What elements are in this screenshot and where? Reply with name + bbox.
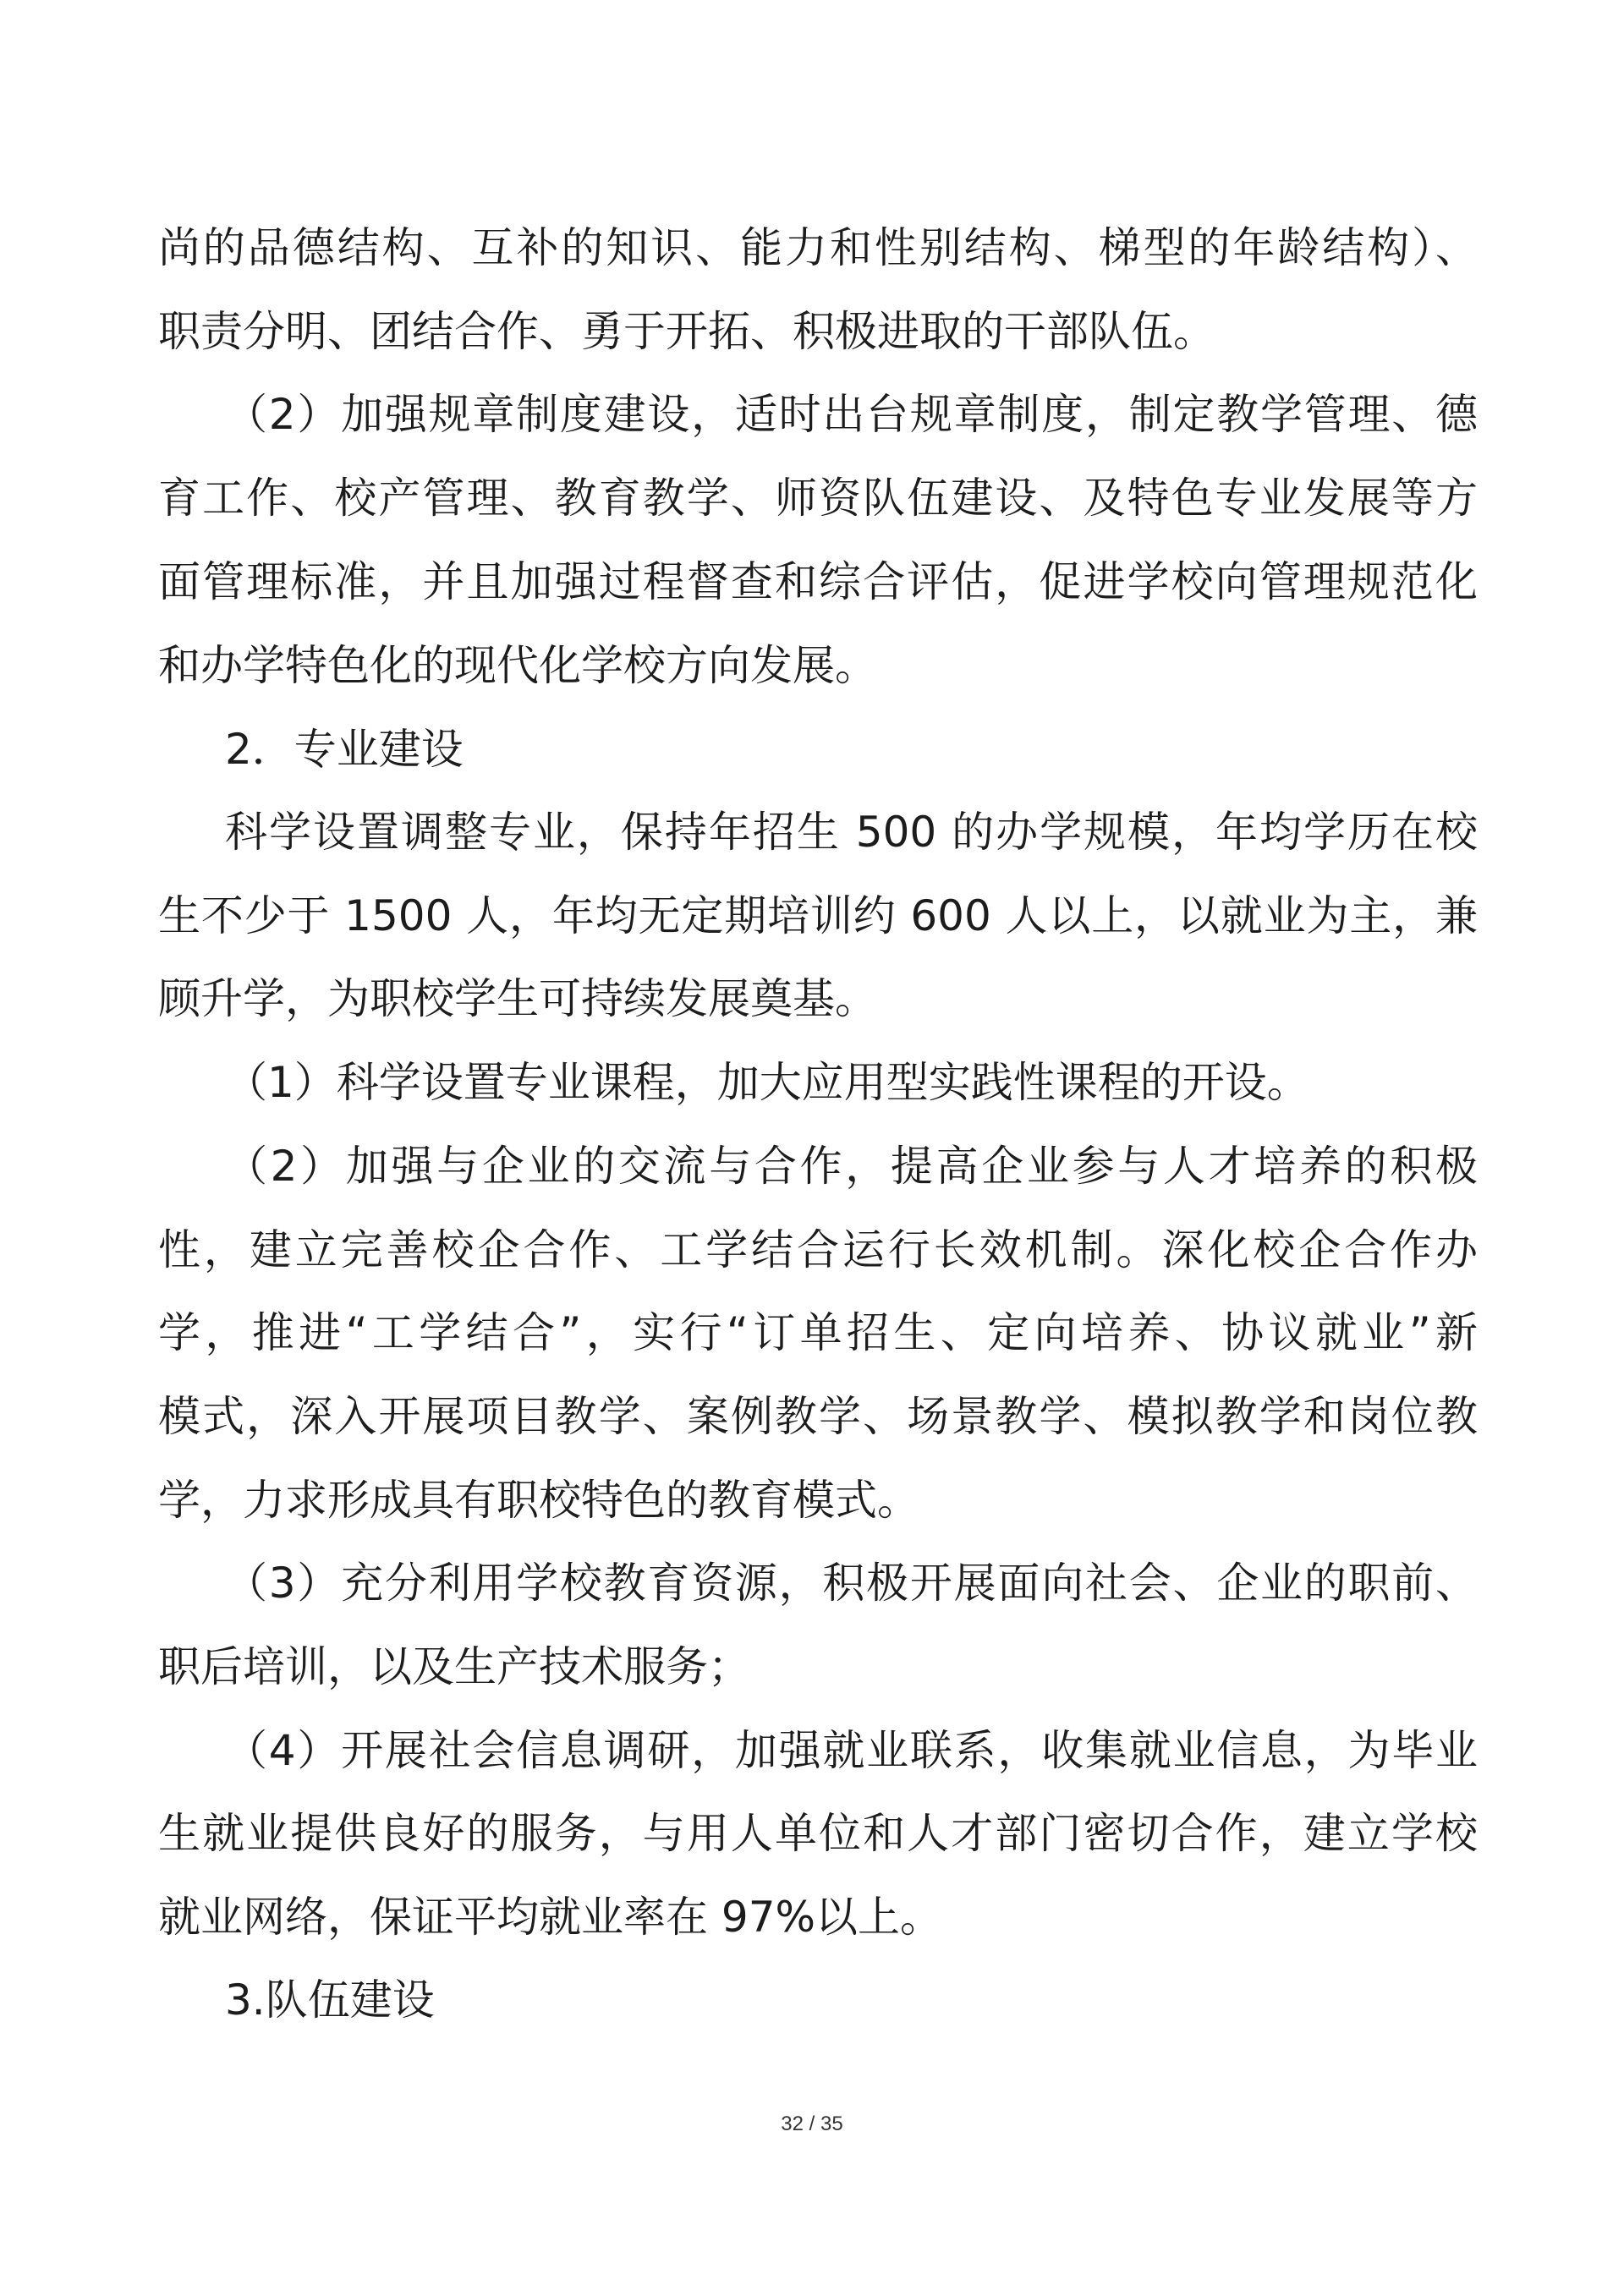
text-line: 生就业提供良好的服务，与用人单位和人才部门密切合作，建立学校 bbox=[158, 1809, 1478, 1858]
section-heading: 3.队伍建设 bbox=[225, 1975, 435, 2025]
text-line: 和办学特色化的现代化学校方向发展。 bbox=[158, 641, 877, 690]
text-line: （2）加强规章制度建设，适时出台规章制度，制定教学管理、德 bbox=[225, 390, 1478, 439]
text-line: 育工作、校产管理、教育教学、师资队伍建设、及特色专业发展等方 bbox=[158, 474, 1478, 523]
text-line: （1）科学设置专业课程，加大应用型实践性课程的开设。 bbox=[225, 1058, 1309, 1107]
text-line: （2）加强与企业的交流与合作，提高企业参与人才培养的积极 bbox=[225, 1142, 1478, 1191]
text-line: 面管理标准，并且加强过程督查和综合评估，促进学校向管理规范化 bbox=[158, 557, 1478, 606]
text-line: 科学设置调整专业，保持年招生 500 的办学规模，年均学历在校 bbox=[225, 808, 1478, 857]
text-line: （4）开展社会信息调研，加强就业联系，收集就业信息，为毕业 bbox=[225, 1726, 1478, 1775]
text-line: 生不少于 1500 人，年均无定期培训约 600 人以上，以就业为主，兼 bbox=[158, 891, 1478, 940]
text-line: 尚的品德结构、互补的知识、能力和性别结构、梯型的年龄结构）、 bbox=[158, 223, 1478, 272]
text-line: （3）充分利用学校教育资源，积极开展面向社会、企业的职前、 bbox=[225, 1559, 1478, 1608]
text-line: 模式，深入开展项目教学、案例教学、场景教学、模拟教学和岗位教 bbox=[158, 1392, 1478, 1441]
text-line: 顾升学，为职校学生可持续发展奠基。 bbox=[158, 974, 877, 1023]
text-line: 就业网络，保证平均就业率在 97%以上。 bbox=[158, 1893, 943, 1942]
page-number: 32 / 35 bbox=[781, 2112, 843, 2135]
text-line: 职责分明、团结合作、勇于开拓、积极进取的干部队伍。 bbox=[158, 307, 1215, 356]
text-line: 性，建立完善校企合作、工学结合运行长效机制。深化校企合作办 bbox=[158, 1225, 1478, 1274]
text-line: 学，推进“工学结合”，实行“订单招生、定向培养、协议就业”新 bbox=[158, 1308, 1478, 1357]
text-line: 职后培训，以及生产技术服务； bbox=[158, 1642, 750, 1691]
text-line: 学，力求形成具有职校特色的教育模式。 bbox=[158, 1476, 919, 1525]
section-heading: 2．专业建设 bbox=[225, 725, 464, 774]
